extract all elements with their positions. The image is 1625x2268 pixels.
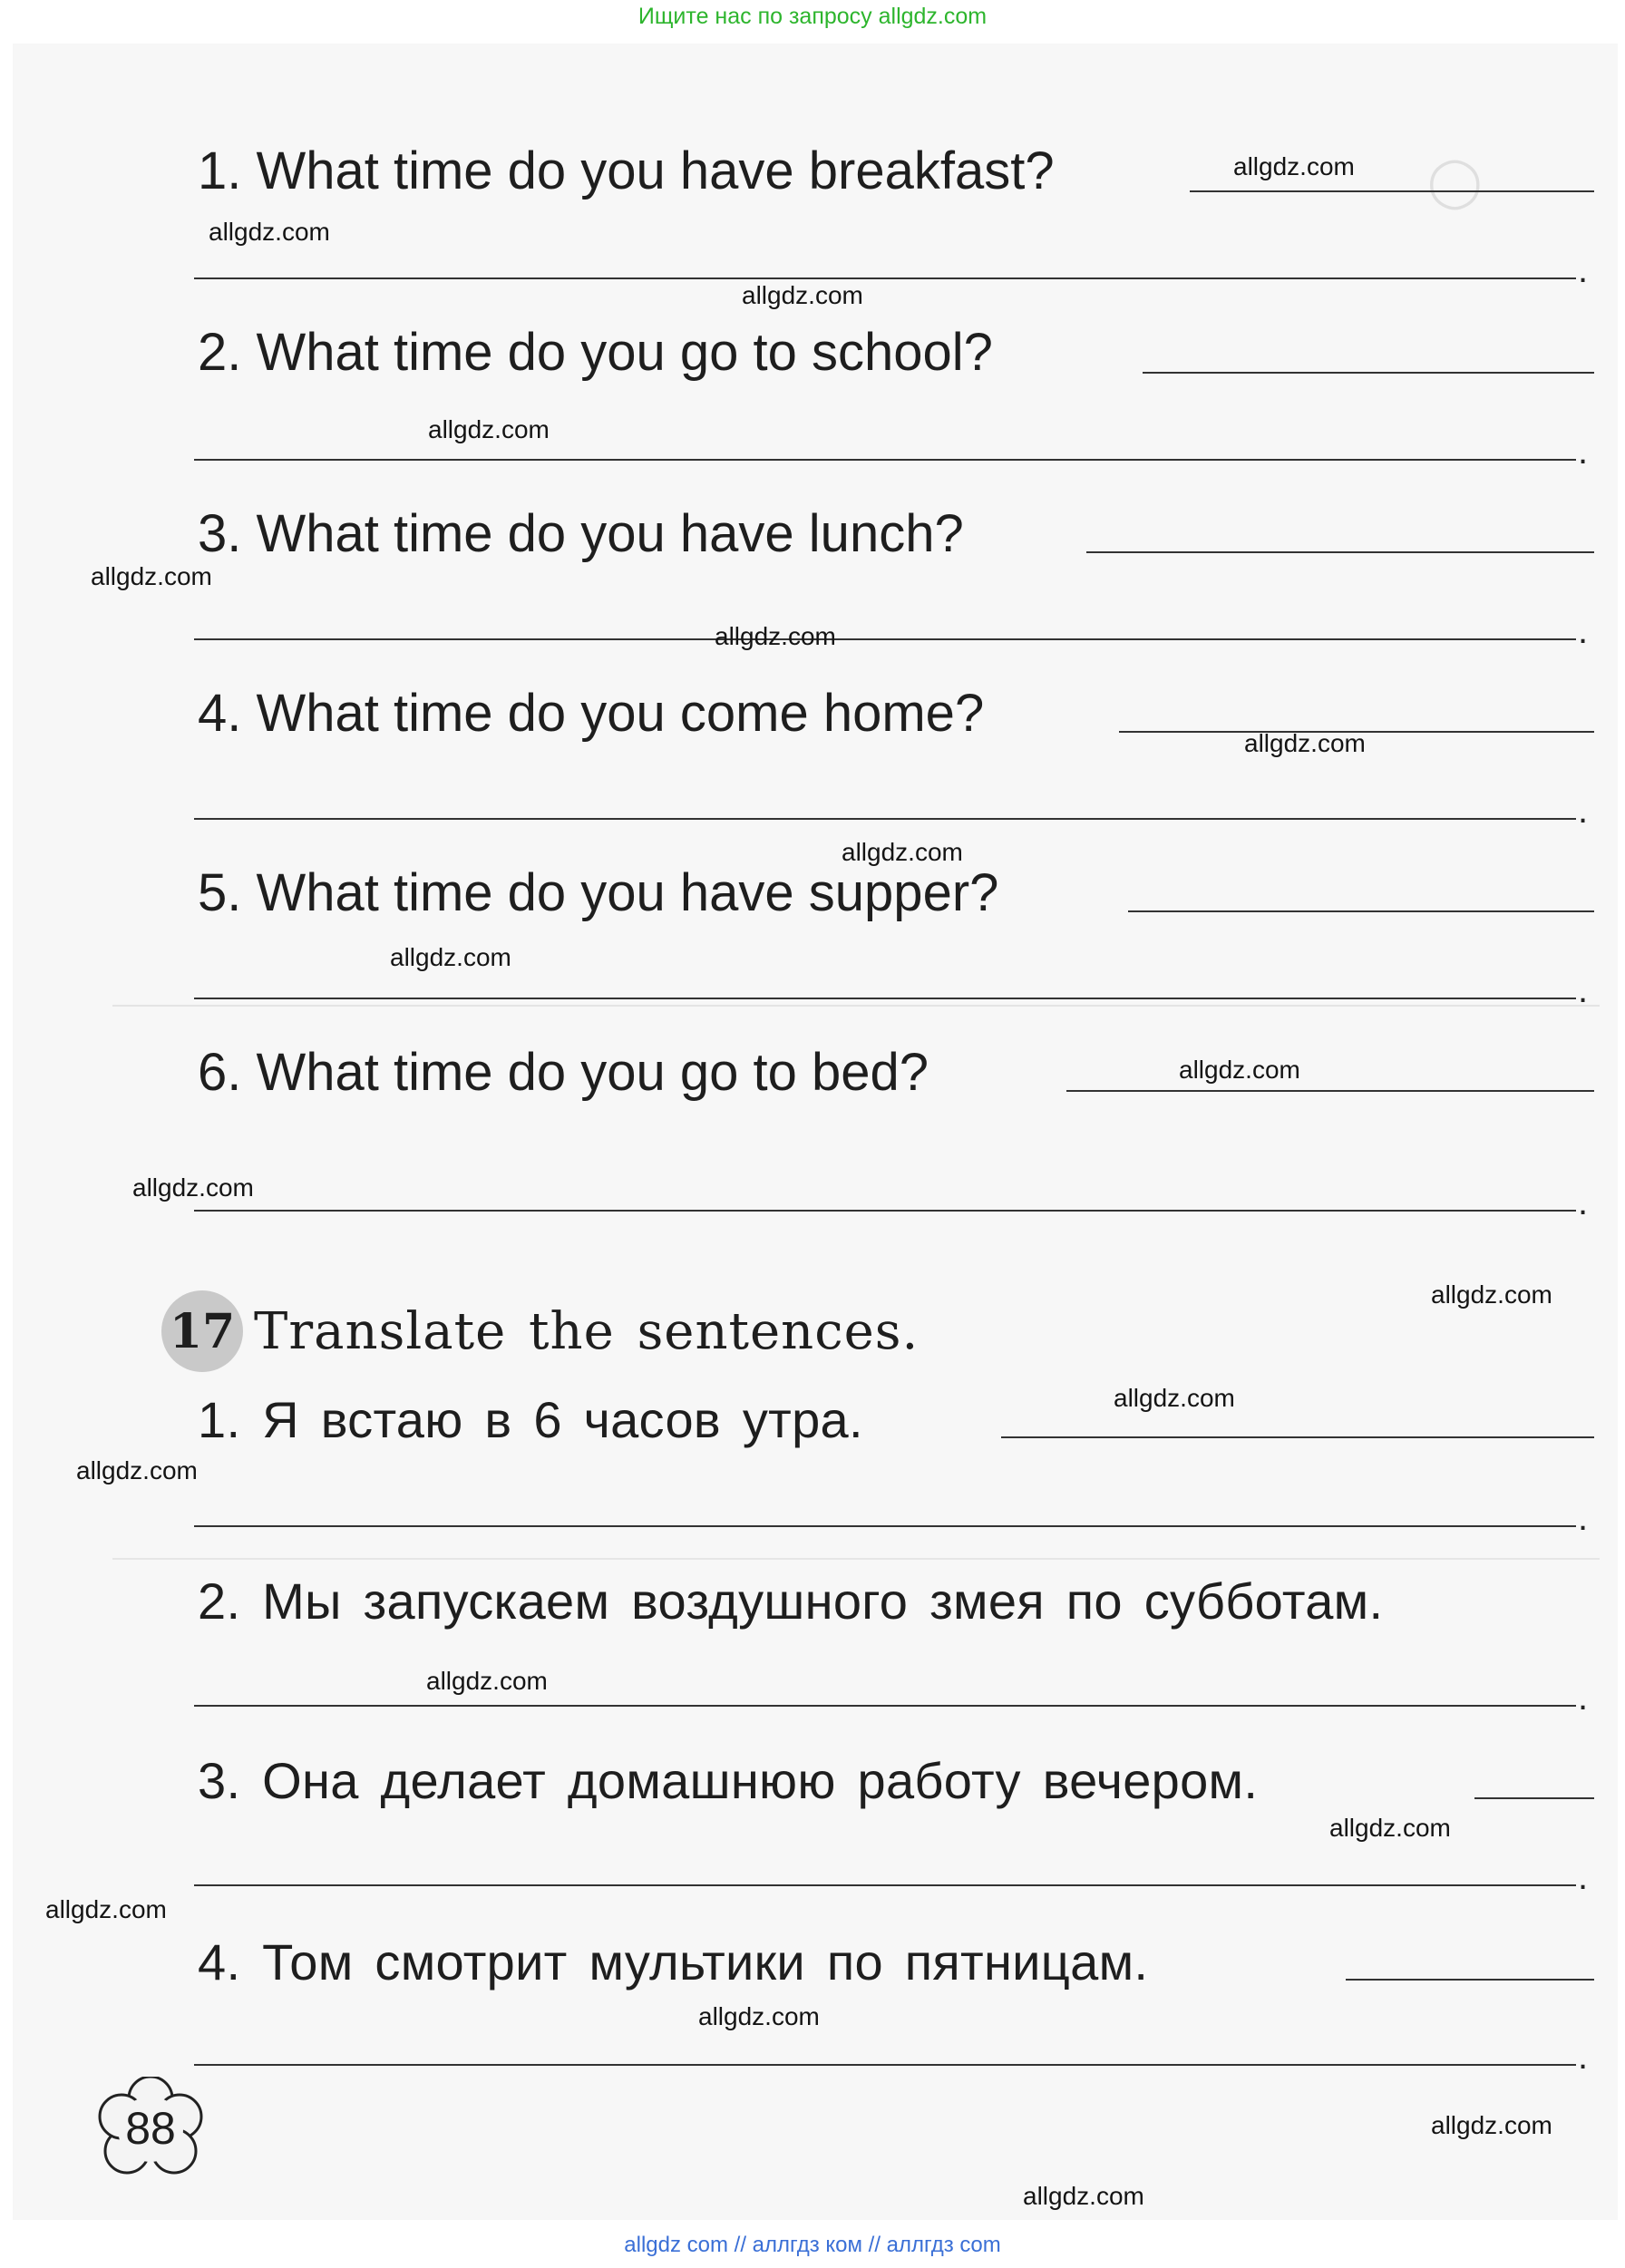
line-end-dot: .	[1578, 611, 1589, 651]
bottom-banner[interactable]: allgdz com // аллгдз ком // аллгдз com	[624, 2233, 1001, 2257]
watermark: allgdz.com	[45, 1895, 167, 1923]
translation-line-4[interactable]	[194, 2064, 1576, 2066]
watermark: allgdz.com	[426, 1667, 548, 1695]
watermark: allgdz.com	[132, 1173, 254, 1202]
line-end-dot: .	[1578, 432, 1589, 472]
watermark: allgdz.com	[390, 943, 511, 971]
line-end-dot: .	[1578, 1183, 1589, 1222]
answer-line-6[interactable]	[194, 1210, 1576, 1212]
line-end-dot: .	[1578, 1857, 1589, 1897]
watermark: allgdz.com	[91, 562, 212, 590]
answer-blank-3a[interactable]	[1086, 551, 1594, 553]
watermark: allgdz.com	[76, 1456, 198, 1484]
line-end-dot: .	[1578, 250, 1589, 290]
sentence-3: 3. Она делает домашнюю работу вечером.	[198, 1752, 1259, 1809]
watermark: allgdz.com	[1431, 2111, 1552, 2139]
answer-line-5[interactable]	[194, 998, 1576, 999]
translation-line-3[interactable]	[194, 1884, 1576, 1886]
watermark: allgdz.com	[1233, 152, 1355, 180]
watermark: allgdz.com	[698, 2002, 820, 2030]
question-2: 2. What time do you go to school?	[198, 323, 993, 382]
answer-line-3[interactable]	[194, 638, 1576, 640]
question-4: 4. What time do you come home?	[198, 684, 985, 743]
watermark: allgdz.com	[1244, 729, 1366, 757]
line-end-dot: .	[1578, 1498, 1589, 1538]
translation-line-2[interactable]	[194, 1705, 1576, 1707]
translation-blank-3a[interactable]	[1474, 1797, 1594, 1799]
answer-blank-6a[interactable]	[1066, 1090, 1594, 1092]
watermark: allgdz.com	[842, 838, 963, 866]
question-6: 6. What time do you go to bed?	[198, 1043, 929, 1102]
exercise-number-badge: 17	[161, 1290, 243, 1372]
answer-line-4[interactable]	[194, 818, 1576, 820]
answer-blank-1a[interactable]	[1190, 190, 1594, 192]
answer-line-2[interactable]	[194, 459, 1576, 461]
top-banner[interactable]: Ищите нас по запросу allgdz.com	[637, 4, 988, 29]
answer-blank-5a[interactable]	[1128, 910, 1594, 912]
sentence-4: 4. Том смотрит мультики по пятницам.	[198, 1933, 1149, 1991]
watermark: allgdz.com	[1023, 2182, 1144, 2210]
exercise-title: Translate the sentences.	[254, 1301, 920, 1361]
question-5: 5. What time do you have supper?	[198, 863, 999, 922]
watermark: allgdz.com	[742, 281, 863, 309]
exercise-17-heading	[161, 1288, 919, 1375]
translation-blank-4a[interactable]	[1346, 1979, 1594, 1981]
question-3: 3. What time do you have lunch?	[198, 504, 964, 563]
watermark: allgdz.com	[209, 218, 330, 246]
line-end-dot: .	[1578, 791, 1589, 831]
watermark: allgdz.com	[715, 622, 836, 650]
watermark: allgdz.com	[428, 415, 550, 443]
watermark: allgdz.com	[1179, 1056, 1300, 1084]
translation-blank-1a[interactable]	[1001, 1436, 1594, 1438]
sentence-2: 2. Мы запускаем воздушного змея по субботам.	[198, 1572, 1384, 1630]
answer-line-1[interactable]	[194, 277, 1576, 279]
sentence-1: 1. Я встаю в 6 часов утра.	[198, 1391, 863, 1448]
show-through-line	[112, 1558, 1600, 1560]
question-1: 1. What time do you have breakfast?	[198, 141, 1055, 200]
page-number-text: 88	[125, 2103, 176, 2154]
show-through-line	[112, 1005, 1600, 1007]
watermark: allgdz.com	[1114, 1384, 1235, 1412]
watermark: allgdz.com	[1431, 1280, 1552, 1309]
translation-line-1[interactable]	[194, 1525, 1576, 1527]
page-number	[98, 2077, 203, 2182]
line-end-dot: .	[1578, 1678, 1589, 1718]
line-end-dot: .	[1578, 2037, 1589, 2077]
watermark: allgdz.com	[1329, 1814, 1451, 1842]
answer-blank-2a[interactable]	[1143, 372, 1594, 374]
show-through-circle: ◯	[1427, 154, 1483, 209]
line-end-dot: .	[1578, 970, 1589, 1010]
